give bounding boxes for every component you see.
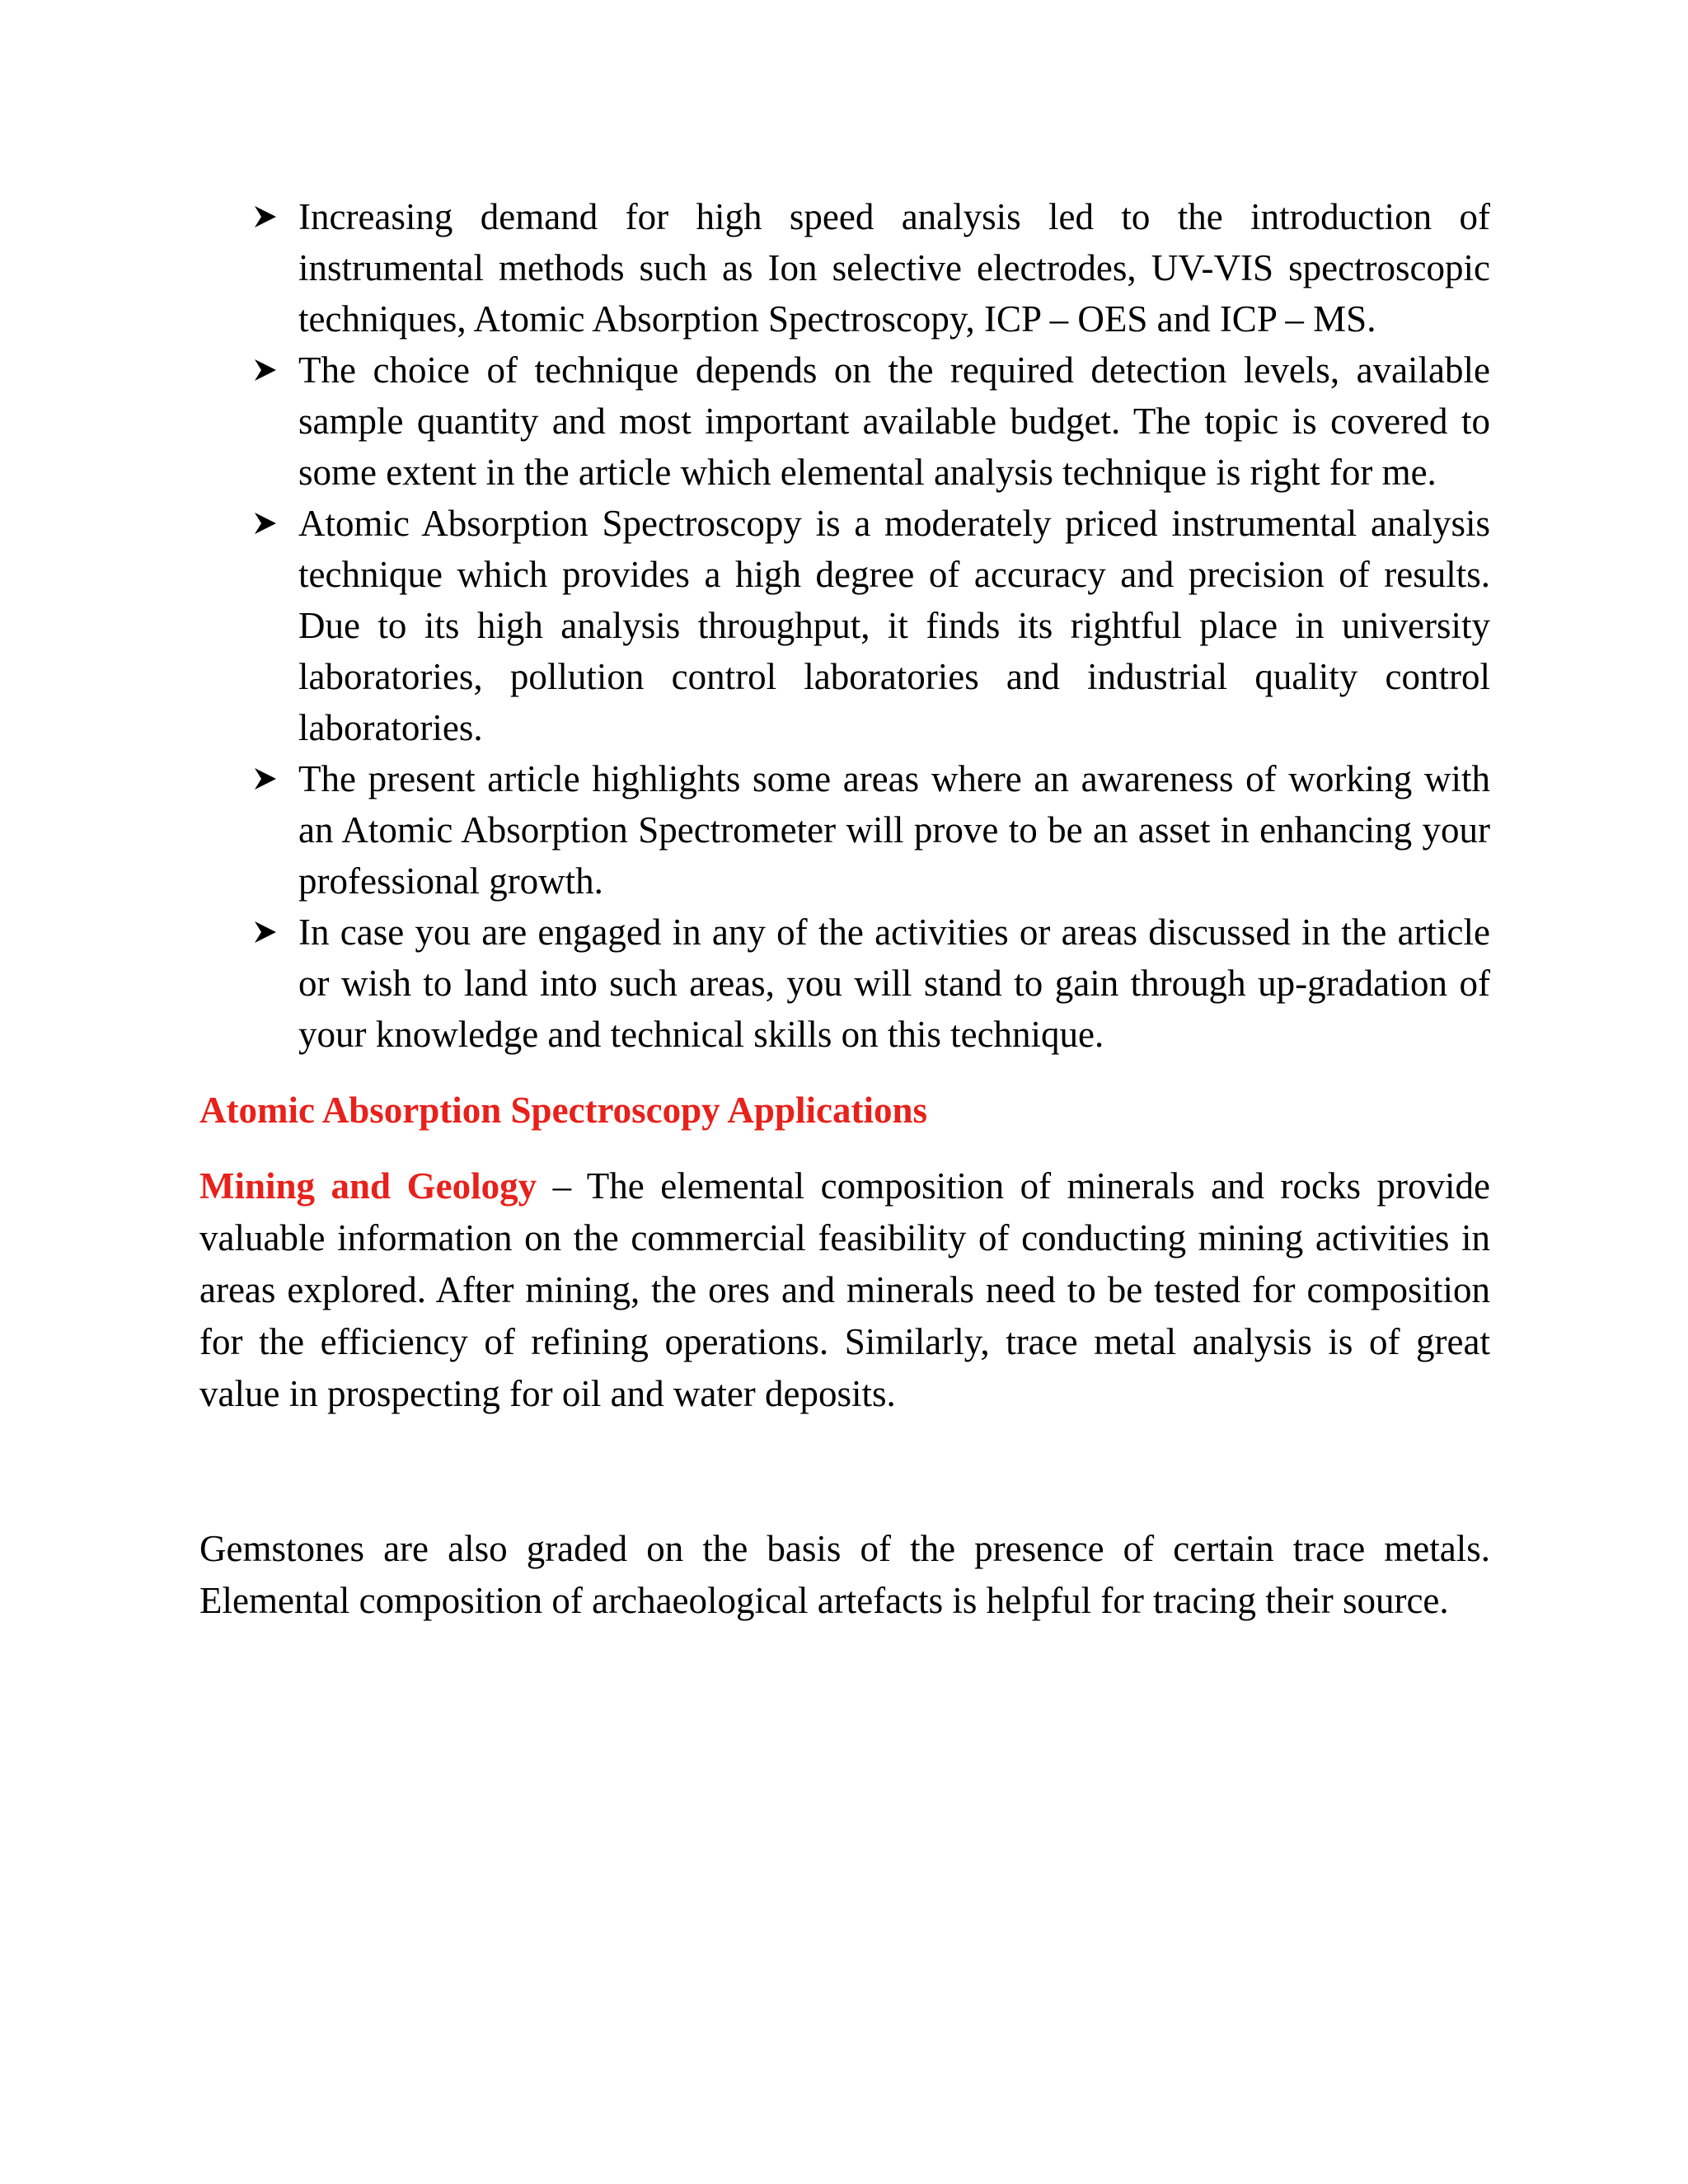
bullet-text: Increasing demand for high speed analysis led to the introduction of instrumental methods such as Ion selective electrodes, UV-VIS spectroscopic techniques, Atomic Absorption Spectroscopy, ICP – OES and ICP – MS. bbox=[298, 196, 1490, 340]
bullet-item bbox=[199, 344, 1490, 498]
bullet-text: The present article highlights some areas where an awareness of working with an Atomic Absorption Spectrometer will prove to be an asset in enhancing your professional growth. bbox=[298, 758, 1490, 902]
arrowhead-bullet-icon bbox=[249, 907, 282, 958]
arrowhead-bullet-icon bbox=[249, 753, 282, 804]
section-heading: Atomic Absorption Spectroscopy Applications bbox=[199, 1090, 927, 1131]
bullet-text: In case you are engaged in any of the activities or areas discussed in the article or wish to land into such areas, you will stand to gain through up-gradation of your knowledge and technical skills on this technique. bbox=[298, 912, 1490, 1055]
mining-paragraph bbox=[199, 1160, 1490, 1420]
arrowhead-bullet-icon bbox=[249, 191, 282, 242]
bullet-item bbox=[199, 191, 1490, 344]
bullet-list bbox=[199, 191, 1490, 1060]
bullet-item bbox=[199, 907, 1490, 1060]
gemstones-paragraph: Gemstones are also graded on the basis of the presence of certain trace metals. Elemental composition of archaeological artefacts is helpful for tracing their source. bbox=[199, 1528, 1490, 1621]
bullet-text: The choice of technique depends on the required detection levels, available sample quantity and most important available budget. The topic is covered to some extent in the article which elemental analysis technique is right for me. bbox=[298, 349, 1490, 493]
document-page bbox=[199, 191, 1490, 1627]
mining-text: – The elemental composition of minerals and rocks provide valuable information on the commercial feasibility of conducting mining activities in areas explored. After mining, the ores and minerals need to be tested for composition for the efficiency of refining operations. Similarly, trace metal analysis is of great value in prospecting for oil and water deposits. bbox=[199, 1165, 1490, 1414]
mining-label: Mining and Geology bbox=[199, 1165, 537, 1207]
bullet-text: Atomic Absorption Spectroscopy is a moderately priced instrumental analysis technique which provides a high degree of accuracy and precision of results. Due to its high analysis throughput, it finds its rightful place in university laboratories, pollution control laboratories and industrial quality control laboratories. bbox=[298, 503, 1490, 748]
arrowhead-bullet-icon bbox=[249, 498, 282, 549]
bullet-item bbox=[199, 753, 1490, 907]
arrowhead-bullet-icon bbox=[249, 344, 282, 396]
bullet-item bbox=[199, 498, 1490, 753]
